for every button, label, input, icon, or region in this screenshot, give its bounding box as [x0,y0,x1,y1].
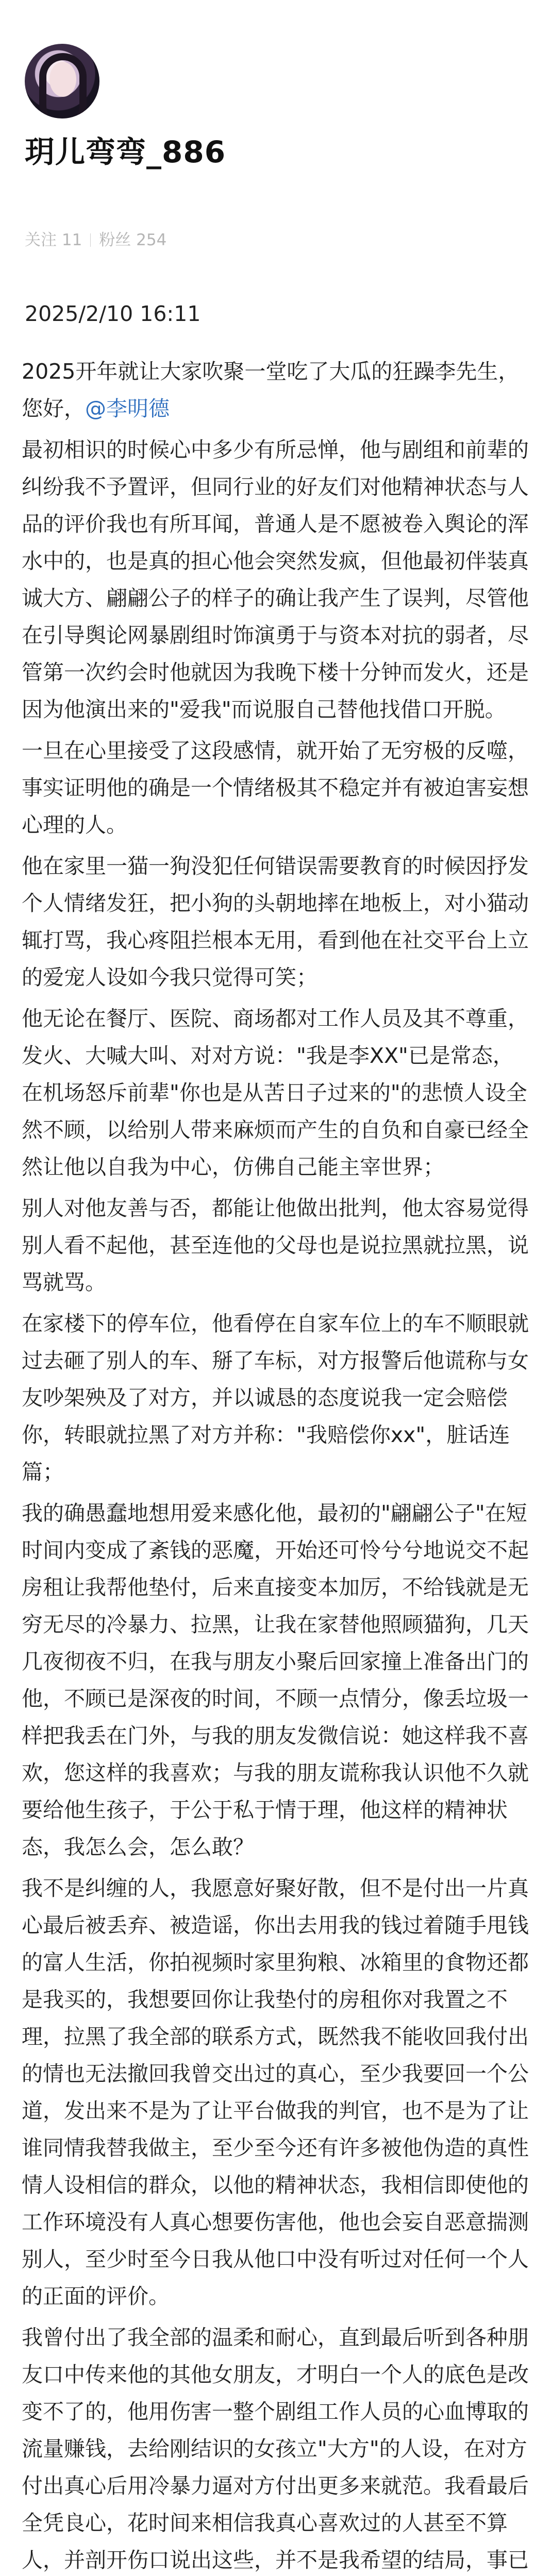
avatar[interactable] [25,44,99,118]
paragraph-text: 在家楼下的停车位，他看停在自家车位上的车不顺眼就过去砸了别人的车、掰了车标，对方报警后他谎称与女友吵架殃及了对方，并以诚恳的态度说我一定会赔偿你，转眼就拉黑了对方并称："我赔偿你xx"，脏话连篇； [22,1311,529,1484]
post-paragraph [22,431,529,728]
post-paragraph [22,848,529,996]
stats-divider [90,233,91,247]
post-paragraph [22,2319,529,2576]
paragraph-text: 我的确愚蠢地想用爱来感化他，最初的"翩翩公子"在短时间内变成了紊钱的恶魔，开始还可怜兮兮地说交不起房租让我帮他垫付，后来直接变本加厉，不给钱就是无穷无尽的冷暴力、拉黑，让我在家替他照顾猫狗，几天几夜彻夜不归，在我与朋友小聚后回家撞上准备出门的他，不顾已是深夜的时间，不顾一点情分，像丢垃圾一样把我丢在门外，与我的朋友发微信说：她这样我不喜欢，您这样的我喜欢；与我的朋友谎称我认识他不久就要给他生孩子，于公于私于情于理，他这样的精神状态，我怎么会，怎么敢？ [22,1501,529,1859]
mention-link[interactable]: @李明德 [85,396,170,421]
paragraph-text: 2025开年就让大家吹聚一堂吃了大瓜的狂躁李先生，您好， [22,359,520,421]
post-paragraph [22,1190,529,1301]
post-body [22,353,529,2576]
post-paragraph [22,732,529,843]
username[interactable]: 玥儿弯弯_886 [25,134,226,170]
paragraph-text: 别人对他友善与否，都能让他做出批判，他太容易觉得别人看不起他，甚至连他的父母也是说拉黑就拉黑，说骂就骂。 [22,1196,529,1295]
paragraph-text: 他在家里一猫一狗没犯任何错误需要教育的时候因抒发个人情绪发狂，把小狗的头朝地摔在地板上，对小猫动辄打骂，我心疼阻拦根本无用，看到他在社交平台上立的爱宠人设如今我只觉得可笑； [22,854,529,990]
post-paragraph [22,1000,529,1185]
post-paragraph [22,1870,529,2315]
followers-count[interactable]: 粉丝 254 [99,231,167,249]
paragraph-text: 一旦在心里接受了这段感情，就开始了无穷极的反噬，事实证明他的确是一个情绪极其不稳定并有被迫害妄想心理的人。 [22,738,529,837]
profile-stats [25,227,166,250]
paragraph-text: 我不是纠缠的人，我愿意好聚好散，但不是付出一片真心最后被丢弃、被造谣，你出去用我的钱过着随手甩钱的富人生活，你拍视频时家里狗粮、冰箱里的食物还都是我买的，我想要回你让我垫付的房租你对我置之不理，拉黑了我全部的联系方式，既然我不能收回我付出的情也无法撤回我曾交出过的真心，至少我要回一个公道，发出来不是为了让平台做我的判官，也不是为了让谁同情我替我做主，至少至今还有许多被他伪造的真性情人设相信的群众，以他的精神状态，我相信即使他的工作环境没有人真心想要伤害他，他也会妄自恶意揣测别人，至少时至今日我从他口中没有听过对任何一个人的正面的评价。 [22,1876,529,2309]
avatar-face [49,62,76,97]
paragraph-text: 我曾付出了我全部的温柔和耐心，直到最后听到各种朋友口中传来他的其他女朋友，才明白一个人的底色是改变不了的，他用伤害一整个剧组工作人员的心血博取的流量赚钱，去给刚结识的女孩立"大方"的人设，在对方付出真心后用冷暴力逼对方付出更多来就范。我看最后全凭良心，花时间来相信我真心喜欢过的人甚至不算人，并剖开伤口说出这些，并不是我希望的结局，事已 [22,2325,529,2572]
post-paragraph [22,1305,529,1490]
post-paragraph [22,353,529,427]
post-timestamp: 2025/2/10 16:11 [25,301,201,326]
following-count[interactable]: 关注 11 [25,231,82,249]
paragraph-text: 最初相识的时候心中多少有所忌惮，他与剧组和前辈的纠纷我不予置评，但同行业的好友们对他精神状态与人品的评价我也有所耳闻，普通人是不愿被卷入舆论的浑水中的，也是真的担心他会突然发疯，但他最初伴装真诚大方、翩翩公子的样子的确让我产生了误判，尽管他在引导舆论网暴剧组时饰演勇于与资本对抗的弱者，尽管第一次约会时他就因为我晚下楼十分钟而发火，还是因为他演出来的"爱我"而说服自己替他找借口开脱。 [22,437,529,722]
post-paragraph [22,1495,529,1866]
paragraph-text: 他无论在餐厅、医院、商场都对工作人员及其不尊重，发火、大喊大叫、对对方说："我是李XX"已是常态，在机场怒斥前辈"你也是从苦日子过来的"的悲愤人设全然不顾，以给别人带来麻烦而产生的自负和自豪已经全然让他以自我为中心，仿佛自己能主宰世界； [22,1006,529,1179]
